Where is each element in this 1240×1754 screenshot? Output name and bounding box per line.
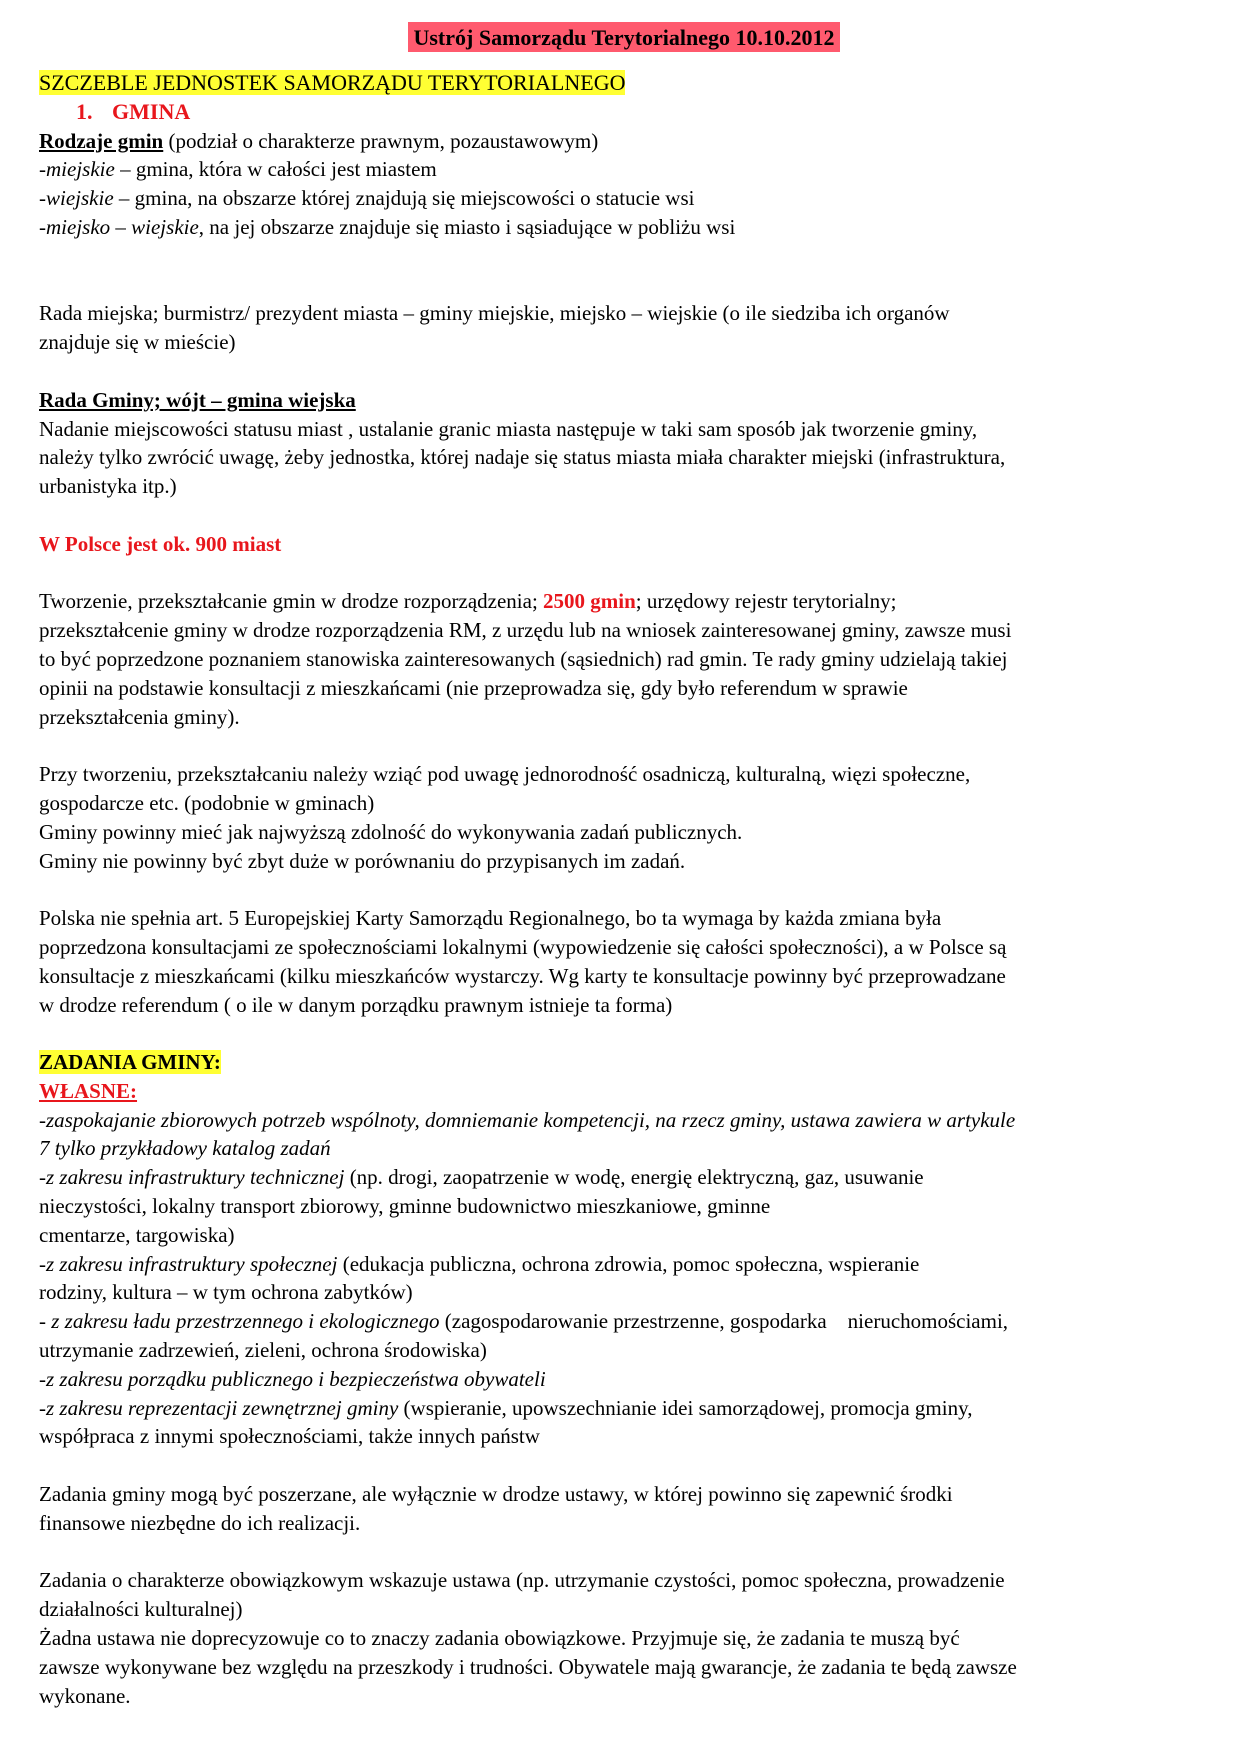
polska-paragraph: [39, 904, 1209, 1019]
gmina-type-term: miejskie: [46, 157, 115, 182]
wlasne-item: [39, 1106, 1209, 1135]
text-line: należy tylko zwrócić uwagę, żeby jednostka, której nadaje się status miasta miała charakter miejski (infrastruktura,: [39, 445, 1006, 470]
zadania-heading-text: ZADANIA GMINY:: [39, 1050, 221, 1075]
title-row: [39, 22, 1209, 58]
wlasne-item-lead: - z zakresu ładu przestrzennego i ekologicznego: [39, 1309, 440, 1334]
text-line: Zadania gminy mogą być poszerzane, ale wyłącznie w drodze ustawy, w której powinno się zapewnić środki: [39, 1482, 953, 1507]
text-line: działalności kulturalnej): [39, 1597, 243, 1622]
wlasne-item: utrzymanie zadrzewień, zieleni, ochrona środowiska): [39, 1338, 487, 1363]
text-line: gospodarcze etc. (podobnie w gminach): [39, 790, 375, 815]
gmina-type-item: -wiejskie – gmina, na obszarze której znajdują się miejscowości o statucie wsi: [39, 186, 695, 211]
gmina-types-list: [39, 155, 1209, 241]
wlasne-item-lead: -z zakresu reprezentacji zewnętrznej gminy: [39, 1395, 399, 1420]
gmina-number: 1.: [76, 98, 93, 124]
rada-miejska-paragraph: [39, 299, 1209, 357]
gmina-heading: [39, 98, 1209, 127]
text-line: znajduje się w mieście): [39, 330, 236, 355]
wlasne-heading: WŁASNE:: [39, 1078, 138, 1103]
rada-gminy-heading: Rada Gminy; wójt – gmina wiejska: [39, 387, 356, 412]
text-line: zawsze wykonywane bez względu na przeszkody i trudności. Obywatele mają gwarancje, że zadania te będą zawsze: [39, 1654, 1017, 1679]
wlasne-item: -z zakresu reprezentacji zewnętrznej gminy (wspieranie, upowszechnianie idei samorządowej, promocja gminy,: [39, 1395, 973, 1420]
wlasne-item-lead: -z zakresu porządku publicznego i bezpieczeństwa obywateli: [39, 1366, 546, 1391]
text-line: to być poprzedzone poznaniem stanowiska zainteresowanych (sąsiednich) rad gmin. Te rady gminy udzielają takiej: [39, 646, 1008, 671]
gmin-count: 2500 gmin: [543, 589, 636, 614]
rodzaje-rest: (podział o charakterze prawnym, pozaustawowym): [163, 128, 599, 153]
wlasne-item: -z zakresu infrastruktury społecznej (edukacja publiczna, ochrona zdrowia, pomoc społeczna, wspieranie: [39, 1251, 920, 1276]
miast-note: W Polsce jest ok. 900 miast: [39, 531, 282, 556]
text-line: Zadania o charakterze obowiązkowym wskazuje ustawa (np. utrzymanie czystości, pomoc społeczna, prowadzenie: [39, 1568, 1005, 1593]
poszerzane-paragraph: [39, 1480, 1209, 1538]
wlasne-item-lead: -zaspokajanie zbiorowych potrzeb wspólnoty, domniemanie kompetencji, na rzecz gminy, ustawa zawiera w artykule: [39, 1107, 1016, 1132]
obowiazkowe-paragraph: [39, 1566, 1209, 1710]
text-line: opinii na podstawie konsultacji z mieszkańcami (nie przeprowadza się, gdy było referendum w sprawie: [39, 675, 908, 700]
text-line: Nadanie miejscowości statusu miast , ustalanie granic miasta następuje w taki sam sposób jak tworzenie gminy,: [39, 416, 978, 441]
text-line: poprzedzona konsultacjami ze społecznościami lokalnymi (wypowiedzenie się całości społeczności), a w Polsce są: [39, 934, 1007, 959]
gmina-type-term: miejsko – wiejskie: [46, 214, 199, 239]
wlasne-item: [39, 1134, 1209, 1163]
text-line: konsultacje z mieszkańcami (kilku mieszkańców wystarczy. Wg karty te konsultacje powinny być przeprowadzane: [39, 963, 1006, 988]
text-line: Przy tworzeniu, przekształcaniu należy wziąć pod uwagę jednorodność osadniczą, kulturalną, więzi społeczne,: [39, 762, 971, 787]
wlasne-item: cmentarze, targowiska): [39, 1222, 235, 1247]
wlasne-item-lead: -z zakresu infrastruktury technicznej: [39, 1165, 345, 1190]
wlasne-item: rodziny, kultura – w tym ochrona zabytków): [39, 1280, 413, 1305]
text-line: urbanistyka itp.): [39, 474, 177, 499]
text-line: wykonane.: [39, 1683, 131, 1708]
text-line: finansowe niezbędne do ich realizacji.: [39, 1510, 361, 1535]
text-line: przekształcenia gminy).: [39, 704, 240, 729]
tworzenie-paragraph: [39, 616, 1209, 731]
wlasne-item: współpraca z innymi społecznościami, także innych państw: [39, 1424, 540, 1449]
wlasne-item: [39, 1365, 1209, 1394]
text-line: w drodze referendum ( o ile w danym porządku prawnym istnieje ta forma): [39, 992, 673, 1017]
zadania-heading: [39, 1048, 1209, 1077]
section-heading: [39, 69, 1209, 98]
tworzenie-text-b: ; urzędowy rejestr terytorialny;: [635, 589, 897, 614]
wlasne-list: [39, 1106, 1209, 1452]
text-line: Polska nie spełnia art. 5 Europejskiej Karty Samorządu Regionalnego, bo ta wymaga by każda zmiana była: [39, 906, 942, 931]
tworzenie-text-a: Tworzenie, przekształcanie gmin w drodze rozporządzenia;: [39, 589, 544, 614]
text-line: Gminy powinny mieć jak najwyższą zdolność do wykonywania zadań publicznych.: [39, 819, 743, 844]
gmina-heading-text: GMINA: [112, 98, 191, 124]
text-line: przekształcenie gminy w drodze rozporządzenia RM, z urzędu lub na wniosek zainteresowanej gminy, zawsze musi: [39, 618, 1012, 643]
rodzaje-label: Rodzaje gmin: [39, 128, 164, 153]
gmina-type-item: -miejskie – gmina, która w całości jest miastem: [39, 157, 437, 182]
text-line: Rada miejska; burmistrz/ prezydent miasta – gminy miejskie, miejsko – wiejskie (o ile siedziba ich organów: [39, 301, 950, 326]
wlasne-item: nieczystości, lokalny transport zbiorowy, gminne budownictwo mieszkaniowe, gminne: [39, 1194, 771, 1219]
tworzenie-first-line: [39, 587, 1209, 616]
wlasne-item: - z zakresu ładu przestrzennego i ekologicznego (zagospodarowanie przestrzenne, gospodarka nieruchomościami,: [39, 1309, 1009, 1334]
gmina-type-term: wiejskie: [46, 186, 114, 211]
wlasne-item: -z zakresu infrastruktury technicznej (np. drogi, zaopatrzenie w wodę, energię elektryczną, gaz, usuwanie: [39, 1165, 924, 1190]
wlasne-item-lead: 7 tylko przykładowy katalog zadań: [39, 1136, 331, 1161]
text-line: Żadna ustawa nie doprecyzowuje co to znaczy zadania obowiązkowe. Przyjmuje się, że zadania te muszą być: [39, 1626, 960, 1651]
nadanie-paragraph: [39, 415, 1209, 501]
rodzaje-line: [39, 127, 1209, 156]
section-heading-text: SZCZEBLE JEDNOSTEK SAMORZĄDU TERYTORIALNEGO: [39, 70, 626, 95]
document-page: [39, 22, 1209, 1710]
document-title: Ustrój Samorządu Terytorialnego 10.10.2012: [408, 22, 839, 52]
wlasne-item-lead: -z zakresu infrastruktury społecznej: [39, 1251, 338, 1276]
przy-tworzeniu-paragraph: [39, 760, 1209, 875]
gmina-type-item: -miejsko – wiejskie, na jej obszarze znajduje się miasto i sąsiadujące w pobliżu wsi: [39, 214, 736, 239]
text-line: Gminy nie powinny być zbyt duże w porównaniu do przypisanych im zadań.: [39, 848, 686, 873]
